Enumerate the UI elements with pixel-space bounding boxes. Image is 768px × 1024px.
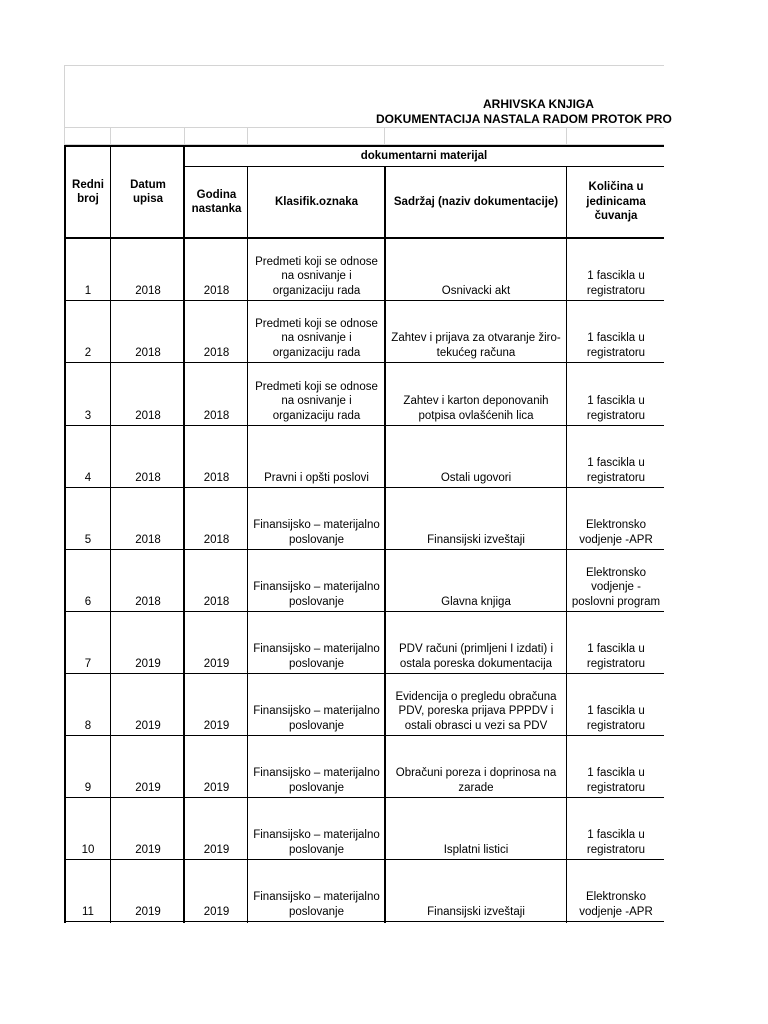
classification-cell: Predmeti koji se odnose na osnivanje i organizaciju rada [255,255,378,297]
grid-line [566,127,567,145]
classification-cell: Predmeti koji se odnose na osnivanje i organizaciju rada [255,317,378,359]
classification-cell: Pravni i opšti poslovi [264,471,369,484]
table-row [64,736,664,798]
ordinal-cell: 8 [84,719,92,732]
content-cell: Ostali ugovori [440,471,512,484]
ordinal-cell: 3 [84,409,92,422]
table-row [64,860,664,922]
grid-line [64,127,664,128]
title-archive-book: ARHIVSKA KNJIGA [483,97,594,111]
table-row [64,798,664,860]
header-content: Sadržaj (naziv dokumentacije) [393,195,559,208]
header-entry-date: Datum upisa [130,178,166,205]
entry-date-cell: 2019 [135,905,161,918]
header-quantity: Količina u jedinicama čuvanja [586,181,646,223]
quantity-cell: 1 fascikla u registratoru [586,270,646,297]
table-row [64,612,664,674]
table-row [64,363,664,426]
quantity-cell: 1 fascikla u registratoru [586,767,646,794]
classification-cell: Finansijsko – materijalno poslovanje [253,643,380,670]
year-cell: 2018 [203,471,230,484]
table-row [64,239,664,301]
quantity-cell: 1 fascikla u registratoru [586,643,646,670]
header-classification: Klasifik.oznaka [274,195,359,208]
classification-cell: Finansijsko – materijalno poslovanje [253,519,380,546]
entry-date-cell: 2019 [135,657,161,670]
content-cell: Glavna knjiga [441,595,511,608]
classification-cell: Finansijsko – materijalno poslovanje [253,891,380,918]
ordinal-cell: 7 [84,657,92,670]
ordinal-cell: 10 [81,843,95,856]
title-documentation: DOKUMENTACIJA NASTALA RADOM PROTOK PRO [376,112,672,126]
content-cell: Zahtev i karton deponovanih potpisa ovlašćenih lica [403,395,549,422]
classification-cell: Finansijsko – materijalno poslovanje [253,581,380,608]
year-cell: 2019 [203,657,230,670]
quantity-cell: Elektronsko vodjenje - poslovni program [571,566,661,608]
entry-date-cell: 2018 [135,284,161,297]
table-row [64,301,664,363]
quantity-cell: 1 fascikla u registratoru [586,457,646,484]
table-row [64,426,664,488]
classification-cell: Predmeti koji se odnose na osnivanje i organizaciju rada [255,380,378,422]
content-cell: Evidencija o pregledu obračuna PDV, poreska prijava PPPDV i ostali obrasci u vezi sa PDV [395,690,557,732]
content-cell: Zahtev i prijava za otvaranje žiro- tekućeg računa [391,332,561,359]
year-cell: 2019 [203,843,230,856]
ordinal-cell: 6 [84,595,92,608]
grid-line [384,127,385,145]
header-group-documentary: dokumentarni materijal [360,150,488,163]
ordinal-cell: 9 [84,781,92,794]
entry-date-cell: 2018 [135,533,161,546]
ordinal-cell: 11 [82,905,94,918]
quantity-cell: 1 fascikla u registratoru [586,332,646,359]
table-row [64,550,664,612]
classification-cell: Finansijsko – materijalno poslovanje [253,829,380,856]
content-cell: Isplatni listici [443,843,509,856]
year-cell: 2019 [203,905,230,918]
grid-line [110,127,111,145]
grid-line [247,127,248,145]
year-cell: 2018 [203,409,230,422]
content-cell: Obračuni poreza i doprinosa na zarade [395,767,557,794]
entry-date-cell: 2019 [135,843,161,856]
content-cell: Osnivacki akt [441,284,511,297]
table-row [64,674,664,736]
year-cell: 2018 [203,595,230,608]
quantity-cell: 1 fascikla u registratoru [586,395,646,422]
year-cell: 2019 [203,781,230,794]
entry-date-cell: 2018 [135,595,161,608]
table-row [64,488,664,550]
grid-line [64,65,664,66]
entry-date-cell: 2018 [135,471,161,484]
content-cell: Finansijski izveštaji [427,533,525,546]
header-year: Godina nastanka [191,188,242,215]
year-cell: 2018 [203,533,230,546]
year-cell: 2019 [203,719,230,732]
grid-line [64,65,65,145]
year-cell: 2018 [203,346,230,359]
header-ordinal: Redni broj [72,178,104,205]
content-cell: Finansijski izveštaji [427,905,525,918]
grid-line [184,127,185,145]
classification-cell: Finansijsko – materijalno poslovanje [253,705,380,732]
quantity-cell: 1 fascikla u registratoru [586,705,646,732]
archive-book-sheet [64,65,672,925]
content-cell: PDV računi (primljeni I izdati) i ostala poreska dokumentacija [398,643,553,670]
year-cell: 2018 [203,284,230,297]
classification-cell: Finansijsko – materijalno poslovanje [253,767,380,794]
quantity-cell: Elektronsko vodjenje -APR [579,891,653,918]
ordinal-cell: 4 [84,471,92,484]
ordinal-cell: 5 [84,533,92,546]
quantity-cell: 1 fascikla u registratoru [586,829,646,856]
entry-date-cell: 2018 [135,409,161,422]
ordinal-cell: 2 [84,346,92,359]
quantity-cell: Elektronsko vodjenje -APR [579,519,653,546]
ordinal-cell: 1 [84,284,92,297]
entry-date-cell: 2019 [135,781,161,794]
entry-date-cell: 2018 [135,346,161,359]
entry-date-cell: 2019 [135,719,161,732]
